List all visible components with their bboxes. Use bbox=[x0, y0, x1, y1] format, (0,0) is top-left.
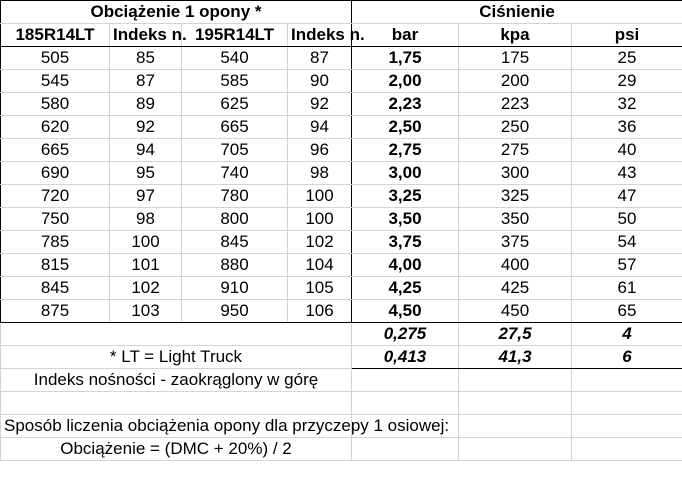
empty-cell[interactable] bbox=[572, 415, 682, 438]
col-header-195r14lt[interactable]: 195R14LT bbox=[182, 24, 288, 47]
note-formula[interactable]: Obciążenie = (DMC + 20%) / 2 bbox=[1, 438, 352, 461]
psi-cell[interactable]: 36 bbox=[572, 116, 682, 139]
bar-cell[interactable]: 3,50 bbox=[352, 208, 459, 231]
index-a-cell[interactable]: 89 bbox=[110, 93, 182, 116]
empty-cell[interactable] bbox=[459, 369, 572, 392]
title-row bbox=[1, 1, 682, 24]
bar-cell[interactable]: 4,00 bbox=[352, 254, 459, 277]
index-a-cell[interactable]: 102 bbox=[110, 277, 182, 300]
load-185r14lt-cell[interactable]: 665 bbox=[1, 139, 110, 162]
load-185r14lt-cell[interactable]: 720 bbox=[1, 185, 110, 208]
empty-cell[interactable] bbox=[1, 323, 352, 346]
table-row bbox=[1, 116, 682, 139]
psi-cell[interactable]: 43 bbox=[572, 162, 682, 185]
index-a-cell[interactable]: 94 bbox=[110, 139, 182, 162]
table-row bbox=[1, 47, 682, 70]
load-195r14lt-cell[interactable]: 540 bbox=[182, 47, 288, 70]
pressure-title[interactable]: Ciśnienie bbox=[352, 1, 682, 24]
kpa-cell[interactable]: 200 bbox=[459, 70, 572, 93]
load-195r14lt-cell[interactable]: 910 bbox=[182, 277, 288, 300]
note-light-truck[interactable]: * LT = Light Truck bbox=[1, 346, 352, 369]
index-a-cell[interactable]: 92 bbox=[110, 116, 182, 139]
psi-cell[interactable]: 25 bbox=[572, 47, 682, 70]
load-185r14lt-cell[interactable]: 620 bbox=[1, 116, 110, 139]
index-b-cell[interactable]: 94 bbox=[288, 116, 352, 139]
conversion-psi-cell[interactable]: 6 bbox=[572, 346, 682, 369]
load-title[interactable]: Obciążenie 1 opony * bbox=[1, 1, 352, 24]
bar-cell[interactable]: 2,50 bbox=[352, 116, 459, 139]
table-row bbox=[1, 139, 682, 162]
empty-cell[interactable] bbox=[459, 438, 572, 461]
column-header-row bbox=[1, 24, 682, 47]
index-a-cell[interactable]: 101 bbox=[110, 254, 182, 277]
kpa-cell[interactable]: 350 bbox=[459, 208, 572, 231]
empty-cell[interactable] bbox=[459, 392, 572, 415]
load-185r14lt-cell[interactable]: 545 bbox=[1, 70, 110, 93]
psi-cell[interactable]: 32 bbox=[572, 93, 682, 116]
bar-cell[interactable]: 1,75 bbox=[352, 47, 459, 70]
load-185r14lt-cell[interactable]: 815 bbox=[1, 254, 110, 277]
load-185r14lt-cell[interactable]: 690 bbox=[1, 162, 110, 185]
table-row bbox=[1, 277, 682, 300]
load-185r14lt-cell[interactable]: 785 bbox=[1, 231, 110, 254]
load-195r14lt-cell[interactable]: 780 bbox=[182, 185, 288, 208]
empty-cell[interactable] bbox=[352, 392, 459, 415]
empty-cell[interactable] bbox=[459, 415, 572, 438]
kpa-cell[interactable]: 300 bbox=[459, 162, 572, 185]
index-b-cell[interactable]: 87 bbox=[288, 47, 352, 70]
index-b-cell[interactable]: 102 bbox=[288, 231, 352, 254]
conversion-row bbox=[1, 346, 682, 369]
index-a-cell[interactable]: 85 bbox=[110, 47, 182, 70]
bar-cell[interactable]: 4,50 bbox=[352, 300, 459, 323]
empty-cell[interactable] bbox=[352, 438, 459, 461]
load-195r14lt-cell[interactable]: 625 bbox=[182, 93, 288, 116]
col-header-psi[interactable]: psi bbox=[572, 24, 682, 47]
bar-cell[interactable]: 2,00 bbox=[352, 70, 459, 93]
psi-cell[interactable]: 47 bbox=[572, 185, 682, 208]
index-b-cell[interactable]: 96 bbox=[288, 139, 352, 162]
table-row bbox=[1, 162, 682, 185]
note-row bbox=[1, 369, 682, 392]
conversion-kpa-cell[interactable]: 41,3 bbox=[459, 346, 572, 369]
kpa-cell[interactable]: 175 bbox=[459, 47, 572, 70]
table-row bbox=[1, 185, 682, 208]
conversion-row bbox=[1, 323, 682, 346]
index-a-cell[interactable]: 87 bbox=[110, 70, 182, 93]
col-header-bar[interactable]: bar bbox=[352, 24, 459, 47]
kpa-cell[interactable]: 425 bbox=[459, 277, 572, 300]
index-b-cell[interactable]: 92 bbox=[288, 93, 352, 116]
load-195r14lt-cell[interactable]: 800 bbox=[182, 208, 288, 231]
col-header-185r14lt[interactable]: 185R14LT bbox=[1, 24, 110, 47]
table-row bbox=[1, 70, 682, 93]
bar-cell[interactable]: 4,25 bbox=[352, 277, 459, 300]
load-195r14lt-cell[interactable]: 845 bbox=[182, 231, 288, 254]
table-row bbox=[1, 208, 682, 231]
empty-cell[interactable] bbox=[572, 369, 682, 392]
kpa-cell[interactable]: 223 bbox=[459, 93, 572, 116]
load-195r14lt-cell[interactable]: 950 bbox=[182, 300, 288, 323]
index-b-cell[interactable]: 105 bbox=[288, 277, 352, 300]
psi-cell[interactable]: 40 bbox=[572, 139, 682, 162]
bar-cell[interactable]: 3,75 bbox=[352, 231, 459, 254]
load-195r14lt-cell[interactable]: 705 bbox=[182, 139, 288, 162]
note-index-rounding[interactable]: Indeks nośności - zaokrąglony w górę bbox=[1, 369, 352, 392]
bar-cell[interactable]: 3,25 bbox=[352, 185, 459, 208]
kpa-cell[interactable]: 325 bbox=[459, 185, 572, 208]
index-a-cell[interactable]: 95 bbox=[110, 162, 182, 185]
psi-cell[interactable]: 54 bbox=[572, 231, 682, 254]
load-185r14lt-cell[interactable]: 580 bbox=[1, 93, 110, 116]
psi-cell[interactable]: 61 bbox=[572, 277, 682, 300]
index-a-cell[interactable]: 103 bbox=[110, 300, 182, 323]
index-b-cell[interactable]: 90 bbox=[288, 70, 352, 93]
kpa-cell[interactable]: 250 bbox=[459, 116, 572, 139]
kpa-cell[interactable]: 450 bbox=[459, 300, 572, 323]
load-195r14lt-cell[interactable]: 880 bbox=[182, 254, 288, 277]
index-b-cell[interactable]: 104 bbox=[288, 254, 352, 277]
psi-cell[interactable]: 65 bbox=[572, 300, 682, 323]
col-header-kpa[interactable]: kpa bbox=[459, 24, 572, 47]
load-195r14lt-cell[interactable]: 665 bbox=[182, 116, 288, 139]
index-a-cell[interactable]: 98 bbox=[110, 208, 182, 231]
kpa-cell[interactable]: 375 bbox=[459, 231, 572, 254]
empty-cell[interactable] bbox=[352, 369, 459, 392]
col-header-index-a[interactable]: Indeks n. bbox=[110, 24, 182, 47]
note-row bbox=[1, 415, 682, 438]
note-row bbox=[1, 392, 682, 415]
load-185r14lt-cell[interactable]: 875 bbox=[1, 300, 110, 323]
index-b-cell[interactable]: 100 bbox=[288, 208, 352, 231]
index-a-cell[interactable]: 100 bbox=[110, 231, 182, 254]
psi-cell[interactable]: 50 bbox=[572, 208, 682, 231]
load-185r14lt-cell[interactable]: 750 bbox=[1, 208, 110, 231]
conversion-bar-cell[interactable]: 0,275 bbox=[352, 323, 459, 346]
load-185r14lt-cell[interactable]: 505 bbox=[1, 47, 110, 70]
psi-cell[interactable]: 29 bbox=[572, 70, 682, 93]
psi-cell[interactable]: 57 bbox=[572, 254, 682, 277]
kpa-cell[interactable]: 275 bbox=[459, 139, 572, 162]
table-row bbox=[1, 300, 682, 323]
empty-cell[interactable] bbox=[572, 438, 682, 461]
index-a-cell[interactable]: 97 bbox=[110, 185, 182, 208]
bar-cell[interactable]: 3,00 bbox=[352, 162, 459, 185]
bar-cell[interactable]: 2,75 bbox=[352, 139, 459, 162]
conversion-bar-cell[interactable]: 0,413 bbox=[352, 346, 459, 369]
col-header-index-b[interactable]: Indeks n. bbox=[288, 24, 352, 47]
empty-cell[interactable] bbox=[1, 392, 352, 415]
load-195r14lt-cell[interactable]: 740 bbox=[182, 162, 288, 185]
load-185r14lt-cell[interactable]: 845 bbox=[1, 277, 110, 300]
index-b-cell[interactable]: 106 bbox=[288, 300, 352, 323]
note-method[interactable]: Sposób liczenia obciążenia opony dla przyczepy 1 osiowej: bbox=[1, 415, 352, 438]
table-row bbox=[1, 231, 682, 254]
bar-cell[interactable]: 2,23 bbox=[352, 93, 459, 116]
note-row bbox=[1, 438, 682, 461]
index-b-cell[interactable]: 100 bbox=[288, 185, 352, 208]
table-row bbox=[1, 254, 682, 277]
conversion-psi-cell[interactable]: 4 bbox=[572, 323, 682, 346]
table-row bbox=[1, 93, 682, 116]
kpa-cell[interactable]: 400 bbox=[459, 254, 572, 277]
conversion-kpa-cell[interactable]: 27,5 bbox=[459, 323, 572, 346]
load-195r14lt-cell[interactable]: 585 bbox=[182, 70, 288, 93]
index-b-cell[interactable]: 98 bbox=[288, 162, 352, 185]
empty-cell[interactable] bbox=[572, 392, 682, 415]
